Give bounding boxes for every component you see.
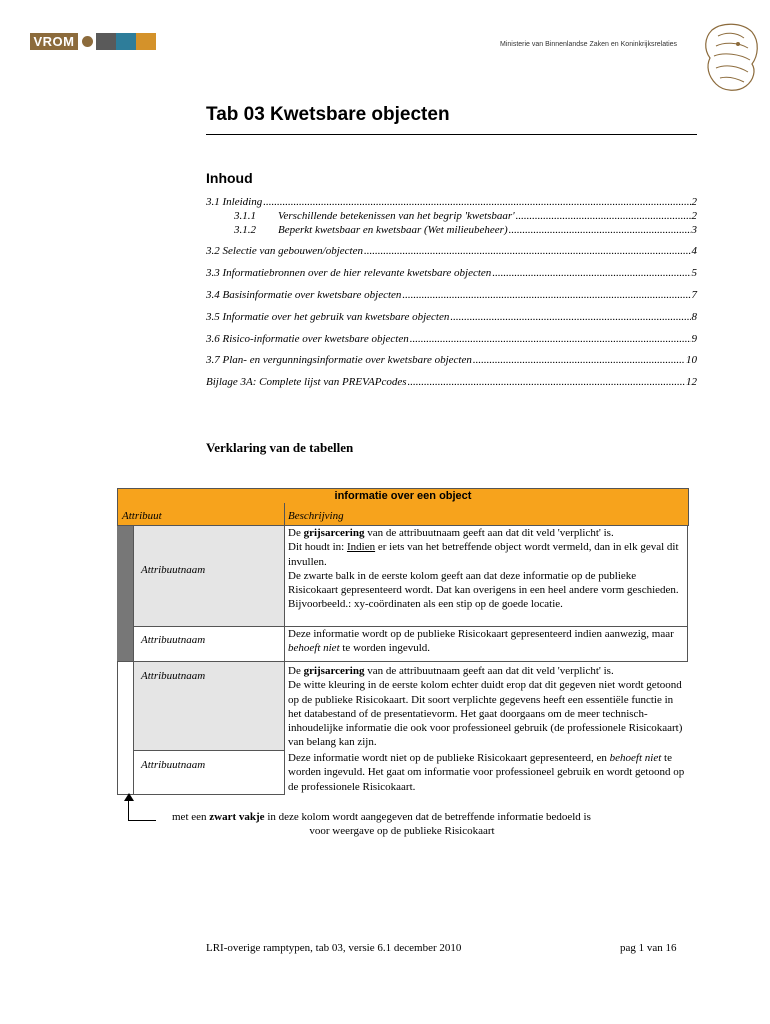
column-header-beschrijving: Beschrijving	[288, 510, 344, 522]
arrow-up-icon	[124, 793, 134, 801]
table-grid-line	[117, 661, 688, 662]
section-heading: Verklaring van de tabellen	[206, 440, 354, 455]
emphasis-underline: Indien	[346, 541, 376, 554]
toc-item-page: 2	[691, 196, 697, 208]
toc-item-number: 3.1.1	[234, 210, 256, 222]
table-grid-line	[284, 526, 285, 794]
toc-item-page: 10	[686, 354, 697, 366]
toc-leader	[410, 333, 691, 346]
public-map-marker	[117, 526, 133, 661]
toc-item-text: 3.5 Informatie over het gebruik van kwetsbare objecten	[206, 311, 450, 323]
toc-item-text: Verschillende betekenissen van het begrip 'kwetsbaar'	[278, 210, 515, 222]
toc-item-page: 3	[691, 224, 697, 236]
attribute-name: Attribuutnaam	[141, 759, 206, 771]
table-grid-line	[133, 526, 134, 794]
toc-leader	[473, 354, 685, 367]
toc-item-text: 3.7 Plan- en vergunningsinformatie over kwetsbare objecten	[206, 354, 472, 366]
logo-block-orange	[136, 33, 156, 50]
marker-explanation: met een zwart vakje in deze kolom wordt aangegeven dat de betreffende informatie bedoeld is voor weergave op de publieke Risicokaart	[172, 811, 591, 837]
toc-item[interactable]	[206, 333, 697, 346]
title-divider	[206, 134, 697, 135]
vrom-logo: VROM	[30, 33, 78, 50]
attribute-name: Attribuutnaam	[141, 670, 206, 682]
toc-leader	[402, 289, 690, 302]
toc-heading: Inhoud	[206, 170, 253, 186]
toc-item-text: 3.6 Risico-informatie over kwetsbare objecten	[206, 333, 409, 345]
toc-item-page: 5	[691, 267, 697, 279]
table-column-header	[117, 503, 689, 526]
toc-item-page: 7	[691, 289, 697, 301]
arrow-shaft	[128, 800, 129, 820]
attribute-name: Attribuutnaam	[141, 634, 206, 646]
attribute-name: Attribuutnaam	[141, 564, 206, 576]
attribute-cell-optional	[134, 751, 284, 794]
toc-item-text: Beperkt kwetsbaar en kwetsbaar (Wet milieubeheer)	[278, 224, 508, 236]
description-cell: De grijsarcering van de attribuutnaam geeft aan dat dit veld 'verplicht' is. De witte kleuring in de eerste kolom echter duidt erop dat dit gegeven niet wordt getoond op de publieke Risicokaart. Dit soort verplichte gegevens heeft een essentiële functie in het databestand of de presentatievorm. Het gaat doorgaans om de meer technisch-inhoudelijke informatie die ook voor professioneel gebruik (de professionele Risicokaart) van belang kan zijn.	[288, 665, 683, 749]
non-public-marker	[117, 661, 134, 795]
toc-item[interactable]	[206, 354, 697, 367]
toc-item-page: 2	[691, 210, 697, 222]
column-header-attribuut: Attribuut	[122, 510, 162, 522]
table-banner: informatie over een object	[117, 488, 689, 504]
emphasis-italic: behoeft niet	[609, 752, 662, 764]
toc-leader	[509, 224, 691, 237]
toc-item-page: 8	[691, 311, 697, 323]
toc-item-page: 12	[686, 376, 697, 388]
logo-dot	[82, 36, 93, 47]
toc-item[interactable]	[206, 267, 697, 280]
toc-item-text: 3.1 Inleiding	[206, 196, 263, 208]
toc-item[interactable]	[206, 311, 697, 324]
toc-leader	[450, 311, 690, 324]
description-cell: De grijsarcering van de attribuutnaam geeft aan dat dit veld 'verplicht' is. Dit houdt in: Indien er iets van het betreffende object wordt vermeld, dan in elk geval dit invullen. De zwarte balk in de eerste kolom geeft aan dat deze informatie op de publieke Risicokaart gepresenteerd wordt. Dat kan overigens in een heel andere vorm geschieden. Bijvoorbeeld.: xy-coördinaten als een stip op de goede locatie.	[288, 527, 679, 611]
attribute-cell-mandatory	[134, 526, 284, 626]
toc-item-text: Bijlage 3A: Complete lijst van PREVAPcodes	[206, 376, 407, 388]
toc-leader	[364, 245, 691, 258]
toc-item[interactable]	[206, 245, 697, 258]
toc-item-page: 9	[691, 333, 697, 345]
toc-leader	[408, 376, 686, 389]
toc-item[interactable]	[206, 289, 697, 302]
toc-item[interactable]	[234, 210, 697, 223]
footer-document-info: LRI-overige ramptypen, tab 03, versie 6.1 december 2010	[206, 942, 462, 954]
toc-item[interactable]	[206, 376, 697, 389]
emphasis-bold: zwart vakje	[209, 811, 265, 823]
toc-item[interactable]	[206, 196, 697, 209]
toc-item-page: 4	[691, 245, 697, 257]
description-cell: Deze informatie wordt op de publieke Risicokaart gepresenteerd indien aanwezig, maar behoeft niet te worden ingevuld.	[288, 628, 674, 655]
ministry-name: Ministerie van Binnenlandse Zaken en Koninkrijksrelaties	[500, 41, 678, 48]
logo-block-grey	[96, 33, 116, 50]
emphasis-italic: behoeft niet	[288, 642, 340, 655]
table-grid-line	[117, 794, 285, 795]
table-grid-line	[133, 750, 285, 751]
toc-item-number: 3.1.2	[234, 224, 256, 236]
lion-emblem-icon	[698, 22, 762, 94]
toc-leader	[492, 267, 690, 280]
toc-item-text: 3.2 Selectie van gebouwen/objecten	[206, 245, 363, 257]
toc-item[interactable]	[234, 224, 697, 237]
toc-leader	[263, 196, 690, 209]
page-title: Tab 03 Kwetsbare objecten	[206, 104, 450, 125]
arrow-shaft	[128, 820, 156, 821]
emphasis-bold: grijsarcering	[303, 665, 365, 677]
toc-item-text: 3.4 Basisinformatie over kwetsbare objecten	[206, 289, 402, 301]
footer-page-number: pag 1 van 16	[620, 942, 677, 954]
toc-leader	[516, 210, 691, 223]
column-divider	[284, 503, 285, 526]
emphasis-bold: grijsarcering	[303, 527, 365, 539]
toc-item-text: 3.3 Informatiebronnen over de hier relevante kwetsbare objecten	[206, 267, 492, 279]
description-cell: Deze informatie wordt niet op de publieke Risicokaart gepresenteerd, en behoeft niet te worden ingevuld. Het gaat om informatie voor professioneel gebruik en wordt getoond op de professionele Risicokaart.	[288, 752, 685, 793]
logo-block-blue	[116, 33, 136, 50]
